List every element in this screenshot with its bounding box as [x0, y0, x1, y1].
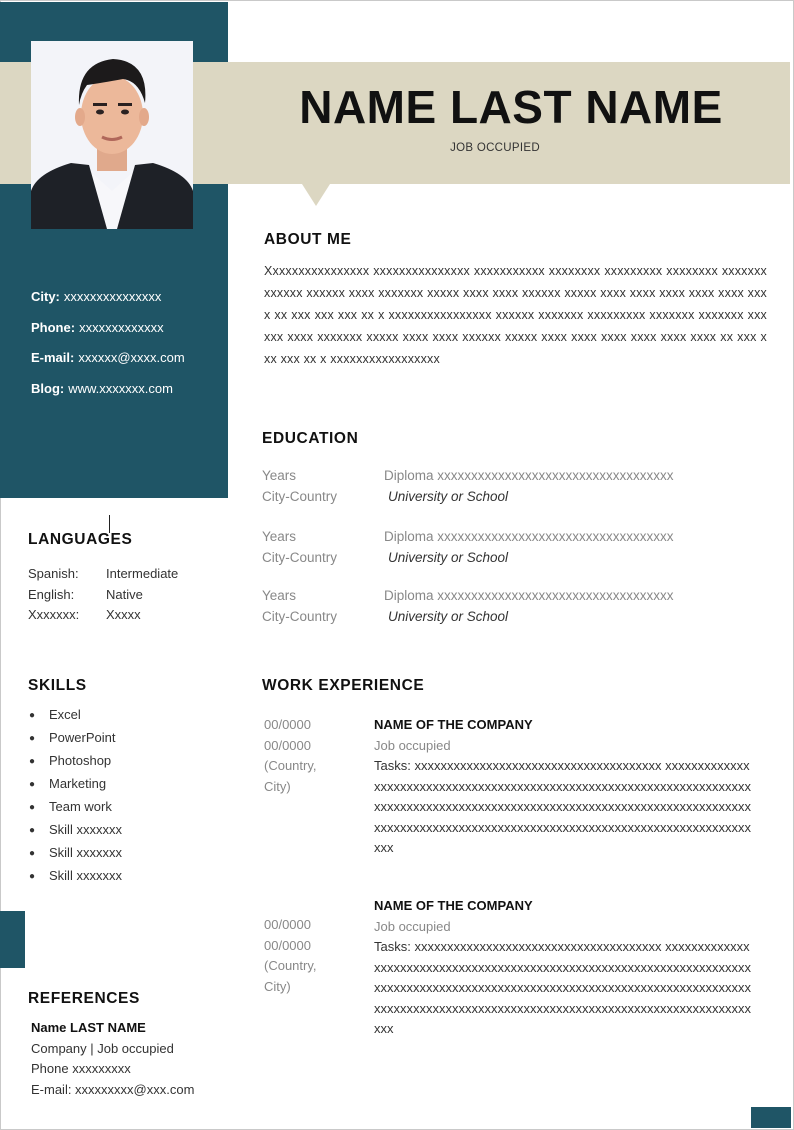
- bullet-icon: ●: [29, 802, 36, 813]
- full-name: NAME LAST NAME: [299, 81, 723, 133]
- work-title: WORK EXPERIENCE: [262, 677, 425, 694]
- contact-info: [31, 289, 185, 411]
- education-entry: Years Diploma xxxxxxxxxxxxxxxxxxxxxxxxxxxxxxxxxxx City-Country University or School: [262, 529, 674, 565]
- work-tasks: Tasks: xxxxxxxxxxxxxxxxxxxxxxxxxxxxxxxxxxxxxx xxxxxxxxxxxxxxxxxxxxxxxxxxxxxxxxxxxxxxxxxxxxxxxxxxxxxxxxxxxxxxxxxxxxxxxxxxxxxxxxxxxxxxxxxxxxxxxxxxxxxxxxxxxxxxxxxxxxxxxxxxxxxxxxxxxxxxxxxxxxxxxxxxxxxxxxxxxxxxxxxxxxxxxxxxxxxxxxxxxxxxxxxxxxxx: [374, 939, 751, 1036]
- skill-item: ● Skill xxxxxxx: [29, 822, 122, 837]
- languages-list: [28, 566, 178, 628]
- corner-accent-bar: [751, 1107, 791, 1128]
- skills-title: SKILLS: [28, 677, 87, 694]
- skill-item: ● Team work: [29, 799, 112, 814]
- references-title: REFERENCES: [28, 990, 140, 1007]
- contact-phone: Phone: xxxxxxxxxxxxx: [31, 319, 164, 335]
- skill-item: ● Skill xxxxxxx: [29, 868, 122, 883]
- bullet-icon: ●: [29, 756, 36, 767]
- language-item: Spanish: Intermediate: [28, 566, 179, 581]
- job-title: JOB OCCUPIED: [450, 142, 540, 154]
- skill-item: ● Photoshop: [29, 753, 112, 768]
- bullet-icon: ●: [29, 825, 36, 836]
- profile-photo: [31, 41, 193, 229]
- work-dates: 00/0000 00/0000 (Country, City): [264, 717, 317, 794]
- work-details: [374, 715, 754, 859]
- reference-name: Name LAST NAME: [31, 1020, 146, 1035]
- skills-list: [29, 707, 122, 891]
- skill-item: ● Marketing: [29, 776, 107, 791]
- languages-title: LANGUAGES: [28, 531, 133, 548]
- reference-company: Company | Job occupied: [31, 1040, 174, 1056]
- contact-city: City: xxxxxxxxxxxxxxx: [31, 289, 162, 304]
- skill-item: ● Skill xxxxxxx: [29, 845, 122, 860]
- education-entry: Years Diploma xxxxxxxxxxxxxxxxxxxxxxxxxxxxxxxxxxx City-Country University or School: [262, 468, 674, 504]
- references-block: [31, 1020, 194, 1102]
- bullet-icon: ●: [29, 733, 36, 744]
- company-name: NAME OF THE COMPANY: [374, 717, 533, 732]
- work-job: Job occupied: [374, 918, 451, 934]
- work-job: Job occupied: [374, 737, 451, 753]
- work-details: [374, 896, 754, 1040]
- language-item: Xxxxxxx: Xxxxx: [28, 607, 141, 622]
- language-item: English: Native: [28, 586, 143, 602]
- work-dates: 00/0000 00/0000 (Country, City): [264, 917, 317, 994]
- bullet-icon: ●: [29, 848, 36, 859]
- contact-blog: Blog: www.xxxxxxx.com: [31, 380, 173, 396]
- bullet-icon: ●: [29, 710, 36, 721]
- work-tasks: Tasks: xxxxxxxxxxxxxxxxxxxxxxxxxxxxxxxxxxxxxx xxxxxxxxxxxxxxxxxxxxxxxxxxxxxxxxxxxxxxxxxxxxxxxxxxxxxxxxxxxxxxxxxxxxxxxxxxxxxxxxxxxxxxxxxxxxxxxxxxxxxxxxxxxxxxxxxxxxxxxxxxxxxxxxxxxxxxxxxxxxxxxxxxxxxxxxxxxxxxxxxxxxxxxxxxxxxxxxxxxxxxxxxxxxxx: [374, 758, 751, 855]
- education-title: EDUCATION: [262, 430, 359, 447]
- reference-phone: Phone xxxxxxxxx: [31, 1061, 131, 1076]
- about-text: Xxxxxxxxxxxxxxxx xxxxxxxxxxxxxxx xxxxxxxxxxx xxxxxxxx xxxxxxxxx xxxxxxxx xxxxxxx xxxxxx xxxxxx xxxx xxxxxxx xxxxx xxxx xxxx xxxxxx xxxxx xxxx xxxx xxxx xxxx xxxx xxxx xx xxx xxx xxx xx x xxxxxxxxxxxxxxxx xxxxxx xxxxxxx xxxxxxxxx xxxxxxx xxxxxxx xxxxxx xxxx xxxxxxx xxxxx xxxx xxxx xxxxxx xxxxx xxxx xxxx xxxx xxxx xxxx xxxx xx xxx xxx xxx xx x xxxxxxxxxxxxxxxxx: [264, 264, 767, 366]
- bullet-icon: ●: [29, 779, 36, 790]
- skill-item: ● PowerPoint: [29, 730, 116, 745]
- contact-email: E-mail: xxxxxx@xxxx.com: [31, 350, 185, 365]
- about-title: ABOUT ME: [264, 231, 352, 248]
- header-notch: [302, 184, 330, 206]
- company-name: NAME OF THE COMPANY: [374, 898, 533, 913]
- side-accent-bar: [0, 911, 25, 968]
- reference-email: E-mail: xxxxxxxxx@xxx.com: [31, 1081, 195, 1097]
- education-entry: Years Diploma xxxxxxxxxxxxxxxxxxxxxxxxxxxxxxxxxxx City-Country University or School: [262, 588, 674, 624]
- bullet-icon: ●: [29, 871, 36, 882]
- person-portrait: [31, 41, 193, 229]
- skill-item: ● Excel: [29, 707, 81, 722]
